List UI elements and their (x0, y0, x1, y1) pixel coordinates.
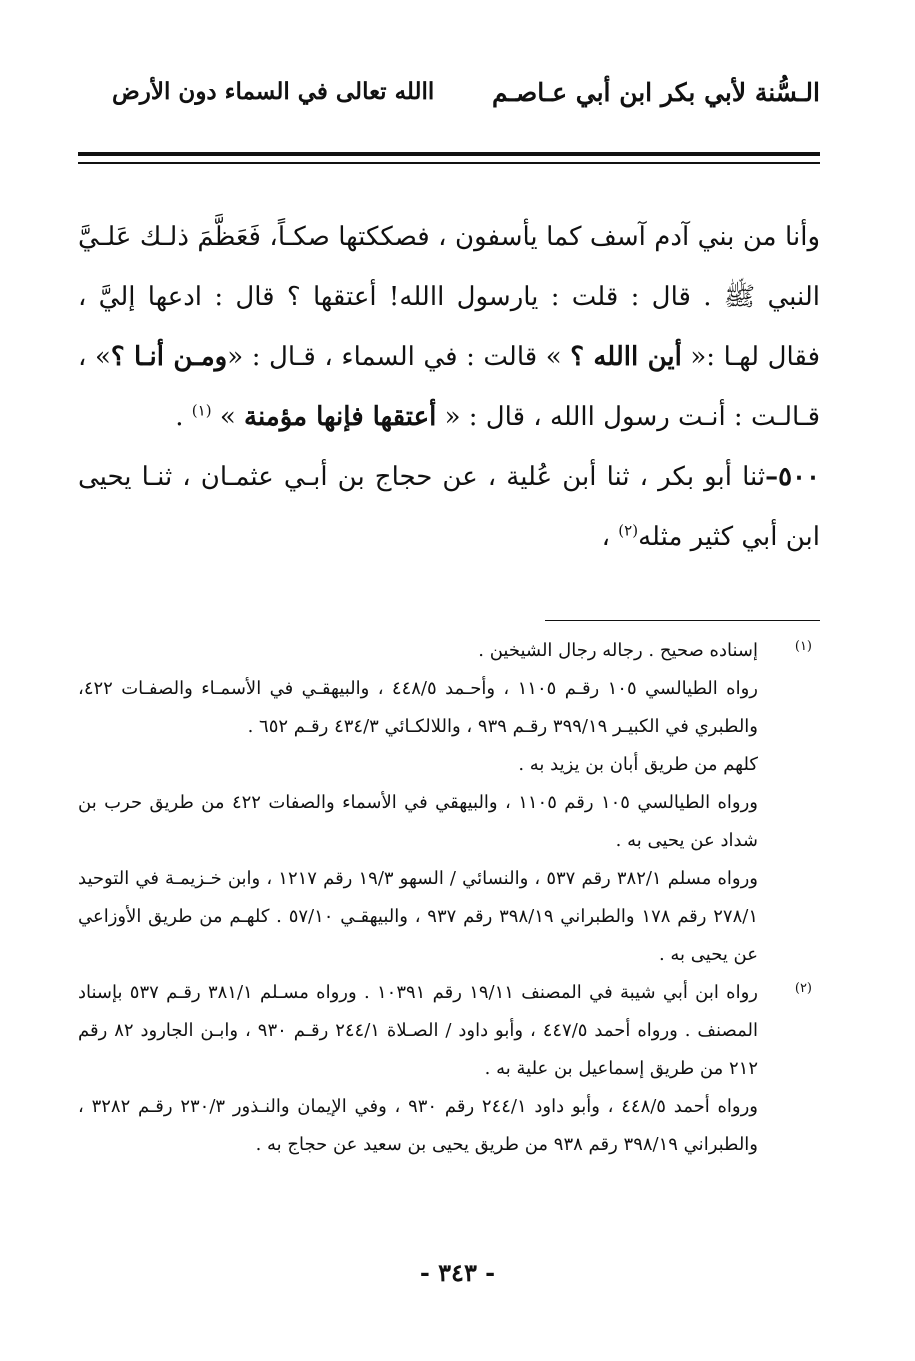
paragraph-1 (78, 207, 820, 447)
header-rule-thin (78, 162, 820, 164)
footnote-ref-2: (٢) (618, 521, 639, 540)
footnotes (78, 632, 820, 1164)
book-title: الـسُّنة لأبي بكر ابن أبي عـاصـم (492, 78, 820, 107)
main-text (78, 207, 820, 567)
footnote-line: كلهم من طريق أبان بن يزيد به . (518, 754, 758, 775)
page-header (80, 78, 820, 124)
paragraph-1-end: » (219, 402, 245, 432)
footnote-ref-1: (١) (191, 401, 212, 420)
footnote-marker: (١) (794, 639, 812, 654)
quote-where-is-allah: أين االله ؟ (570, 342, 682, 372)
paragraph-1-mid-1: » قالت : في السماء ، قـال : « (227, 342, 571, 372)
chapter-title: االله تعالى في السماء دون الأرض (112, 78, 435, 105)
paragraph-2-tail: ، (601, 522, 619, 552)
footnote-1 (78, 632, 820, 974)
footnote-line: إسناده صحيح . رجاله رجال الشيخين . (478, 640, 758, 661)
paragraph-2 (78, 447, 820, 567)
footnote-2 (78, 974, 820, 1164)
page-number: - ٣٤٣ - (419, 1258, 496, 1287)
paragraph-2-text: ثنا أبو بكر ، ثنا أبن عُلية ، عن حجاج بن أبـي عثمـان ، ثنـا يحيى ابن أبي كثير مثله (78, 462, 820, 552)
footnote-line: ورواه الطيالسي ١٠٥ رقم ١١٠٥ ، والبيهقي في الأسماء والصفات ٤٢٢ من طريق حرب بن شداد عن يحيى به . (78, 792, 758, 851)
hadith-dash: – (765, 462, 779, 492)
quote-free-her: أعتقها فإنها مؤمنة (244, 402, 437, 432)
footnote-marker: (٢) (794, 981, 812, 996)
quote-who-am-i: ومـن أنـا ؟ (110, 342, 228, 372)
footnote-line: ورواه أحمد ٤٤٨/٥ ، وأبو داود ٢٤٤/١ رقم ٩٣٠ ، وفي الإيمان والنـذور ٢٣٠/٣ رقـم ٣٢٨٢ ، والطبراني ٣٩٨/١٩ رقم ٩٣٨ من طريق يحيى بن سعيد عن حجاج به . (78, 1096, 758, 1155)
footnote-line: رواه الطيالسي ١٠٥ رقـم ١١٠٥ ، وأحـمد ٤٤٨/٥ ، والبيهقـي في الأسمـاء والصفـات ٤٢٢، والطبري في الكبيـر ٣٩٩/١٩ رقـم ٩٣٩ ، واللالكـائي ٤٣٤/٣ رقـم ٦٥٢ . (78, 678, 758, 737)
paragraph-1-tail: . (175, 402, 192, 432)
paragraph-1-start: وأنا من بني آدم آسف كما يأسفون ، فصككتها صكـاً، فَعَظَّمَ ذلـك عَلـيَّ النبي ﷺ . قال : قلت : يارسول االله! أعتقها ؟ قال : ادعها إليَّ ، فقال لهـا :« (78, 222, 820, 372)
footnote-separator (545, 620, 820, 621)
footnote-line: ورواه مسلم ٣٨٢/١ رقم ٥٣٧ ، والنسائي / السهو ١٩/٣ رقم ١٢١٧ ، وابن خـزيمـة في التوحيد ٢٧٨/١ رقم ١٧٨ والطبراني ٣٩٨/١٩ رقم ٩٣٧ ، والبيهقـي ٥٧/١٠ . كلهـم من طريق الأوزاعي عن يحيى به . (78, 868, 758, 965)
footnote-line: رواه ابن أبي شيبة في المصنف ١٩/١١ رقم ١٠٣٩١ . ورواه مسـلم ٣٨١/١ رقـم ٥٣٧ بإسناد المصنف . ورواه أحمد ٤٤٧/٥ ، وأبو داود / الصـلاة ٢٤٤/١ رقـم ٩٣٠ ، وابـن الجارود ٨٢ رقم ٢١٢ من طريق إسماعيل بن علية به . (78, 982, 758, 1079)
header-rule-thick (78, 152, 820, 156)
paragraph-1-mid-2: » ، قـالـت : أنـت رسول االله ، قال : « (78, 342, 820, 432)
hadith-number: ٥٠٠ (778, 462, 820, 492)
